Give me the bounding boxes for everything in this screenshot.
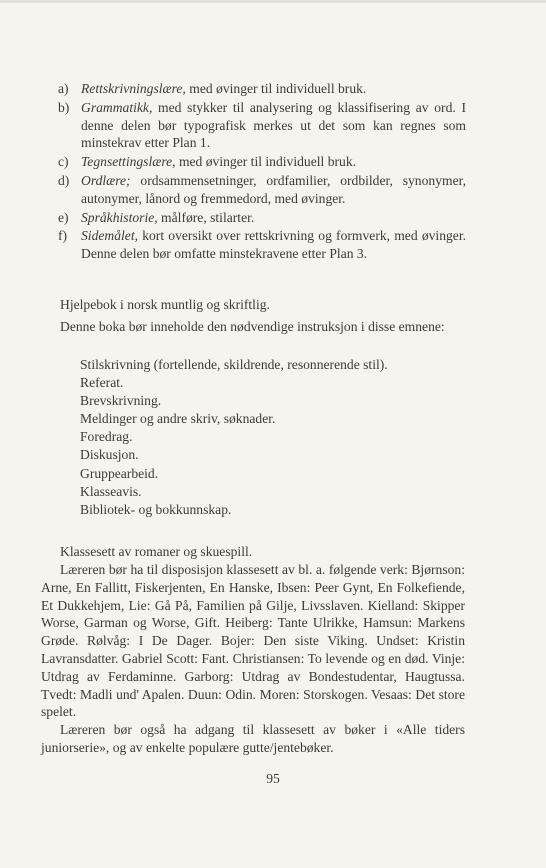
list-item [58, 209, 466, 227]
list-text: med øvinger til individuell bruk. [185, 81, 367, 96]
topic-list [58, 80, 466, 264]
subject-item: Gruppearbeid. [80, 465, 159, 481]
list-term: Språkhistorie, [81, 209, 158, 225]
list-text: med øvinger til individuell bruk. [175, 154, 357, 170]
list-term: Rettskrivningslære, [81, 81, 186, 96]
list-term: Sidemålet, [81, 228, 139, 244]
list-item [58, 99, 466, 152]
list-marker: a) [58, 81, 69, 96]
list-text: med stykker til analysering og klassifisering av ord. I denne delen bør typografisk merkes ut det som kan regnes som minstekrav etter Plan 1. [81, 99, 466, 151]
subject-item: Klasseavis. [80, 483, 142, 499]
list-marker: d) [58, 172, 70, 188]
list-text: ordsammensetninger, ordfamilier, ordbilder, synonymer, autonymer, lånord og fremmedord, med øvinger. [81, 172, 466, 206]
list-term: Ordlære; [81, 172, 131, 188]
section-heading: Klassesett av romaner og skuespill. [60, 544, 253, 559]
subject-item: Brevskrivning. [80, 393, 162, 409]
page-edge [0, 0, 546, 3]
list-text: kort oversikt over rettskrivning og formverk, med øvinger. Denne delen bør omfatte minstekravene etter Plan 3. [81, 228, 466, 262]
page-number: 95 [266, 771, 280, 786]
paragraph: Denne boka bør inneholde den nødvendige instruksjon i disse emnene: [60, 319, 445, 334]
list-item [58, 172, 466, 208]
list-item [58, 80, 466, 98]
list-marker: f) [58, 228, 68, 244]
list-term: Tegnsettingslære, [81, 154, 176, 170]
subject-item: Diskusjon. [80, 447, 139, 463]
subject-item: Referat. [80, 375, 124, 391]
subject-item: Meldinger og andre skriv, søknader. [80, 411, 276, 427]
subject-item: Stilskrivning (fortellende, skildrende, resonnerende stil). [80, 357, 388, 372]
list-marker: e) [58, 209, 69, 225]
paragraph: Læreren bør også ha adgang til klassesett av bøker i «Alle tiders juniorserie», og av enkelte populære gutte/jentebøker. [41, 722, 465, 755]
subject-item: Bibliotek- og bokkunnskap. [80, 501, 232, 517]
subject-list [80, 356, 460, 519]
list-marker: b) [58, 99, 70, 115]
paragraph: Læreren bør ha til disposisjon klassesett av bl. a. følgende verk: Bjørnson: Arne, En Fallitt, Fiskerjenten, En Hanske, Ibsen: Peer Gynt, En Folkefiende, Et Dukkehjem, Lie: Gå På, Familien på Gilje, Livsslaven. Kielland: Skipper Worse, Garman og Worse, Gift. Heiberg: Tante Ulrikke, Hamsun: Markens Grøde. Rølvåg: I De Dager. Bojer: Den siste Viking. Undset: Kristin Lavransdatter. Gabriel Scott: Fant. Christiansen: To levende og en død. Vinje: Utdrag av Ferdaminne. Garborg: Utdrag av Bondestudentar, Haugtussa. Tvedt: Madli und' Apalen. Duun: Odin. Moren: Storskogen. Vesaas: Det store spelet. [41, 562, 465, 720]
section-heading: Hjelpebok i norsk muntlig og skriftlig. [60, 297, 270, 312]
list-term: Grammatikk, [81, 99, 153, 115]
list-item [58, 227, 466, 263]
subject-item: Foredrag. [80, 429, 133, 445]
list-text: målføre, stilarter. [157, 209, 255, 225]
list-item [58, 153, 466, 171]
list-marker: c) [58, 154, 69, 170]
